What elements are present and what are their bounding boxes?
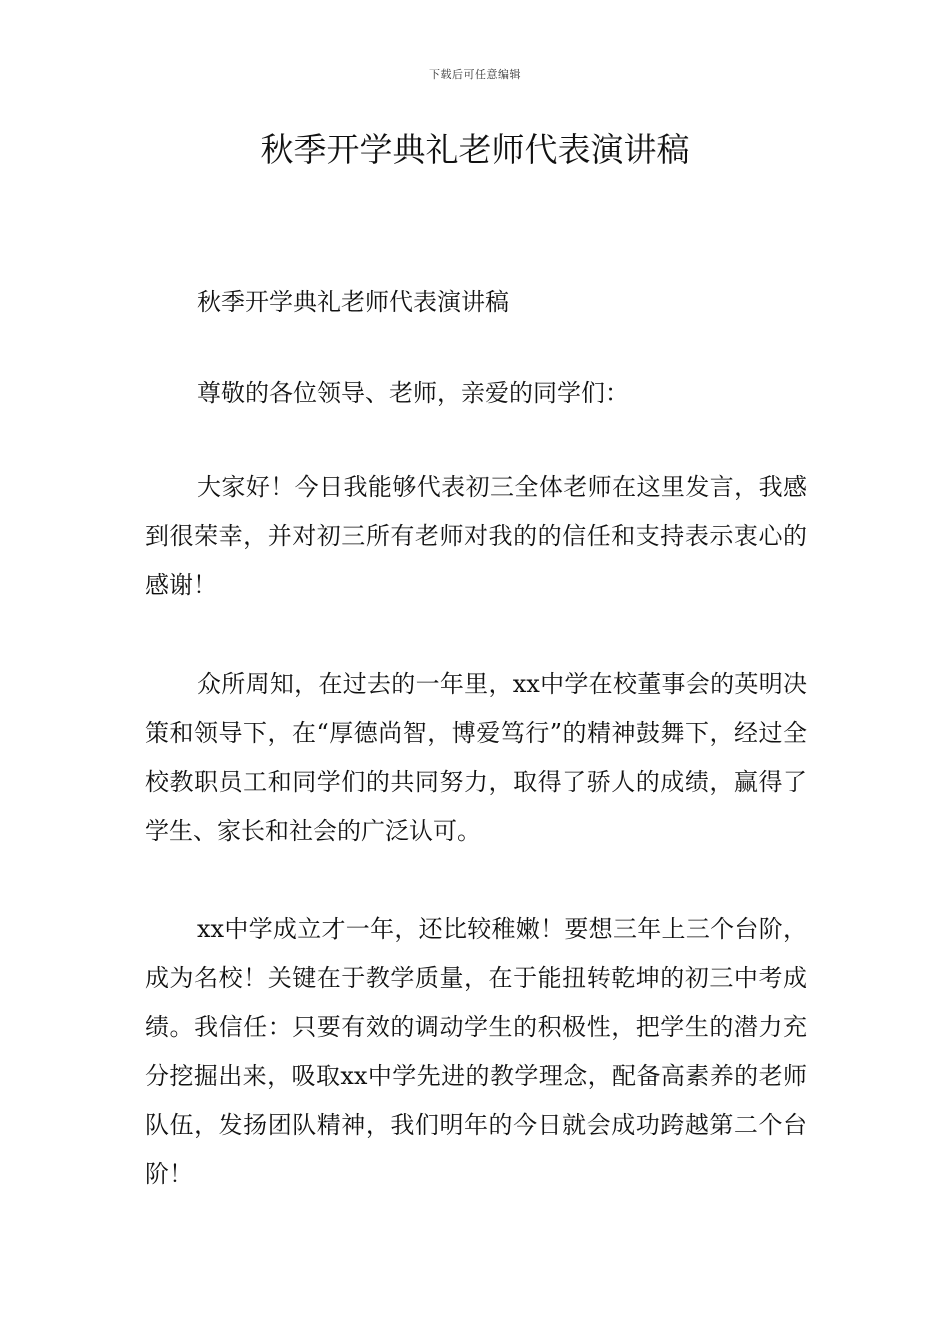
paragraph-salutation: 尊敬的各位领导、老师，亲爱的同学们： xyxy=(197,379,629,407)
document-body xyxy=(145,278,807,1249)
paragraph-goals: xx中学成立才一年，还比较稚嫩！要想三年上三个台阶，成为名校！关键在于教学质量，在于能扭转乾坤的初三中考成绩。我信任：只要有效的调动学生的积极性，把学生的潜力充分挖掘出来，吸取xx中学先进的教学理念，配备高素养的老师队伍，发扬团队精神，我们明年的今日就会成功跨越第二个台阶！ xyxy=(145,915,807,1188)
paragraph-greeting: 大家好！今日我能够代表初三全体老师在这里发言，我感到很荣幸，并对初三所有老师对我的的信任和支持表示衷心的感谢！ xyxy=(145,473,807,599)
paragraph-subtitle: 秋季开学典礼老师代表演讲稿 xyxy=(197,288,509,316)
paragraph-achievements: 众所周知，在过去的一年里，xx中学在校董事会的英明决策和领导下，在“厚德尚智，博爱笃行”的精神鼓舞下，经过全校教职员工和同学们的共同努力，取得了骄人的成绩，赢得了学生、家长和社会的广泛认可。 xyxy=(145,670,807,845)
document-title: 秋季开学典礼老师代表演讲稿 xyxy=(260,130,690,169)
header-note: 下载后可任意编辑 xyxy=(429,68,521,81)
